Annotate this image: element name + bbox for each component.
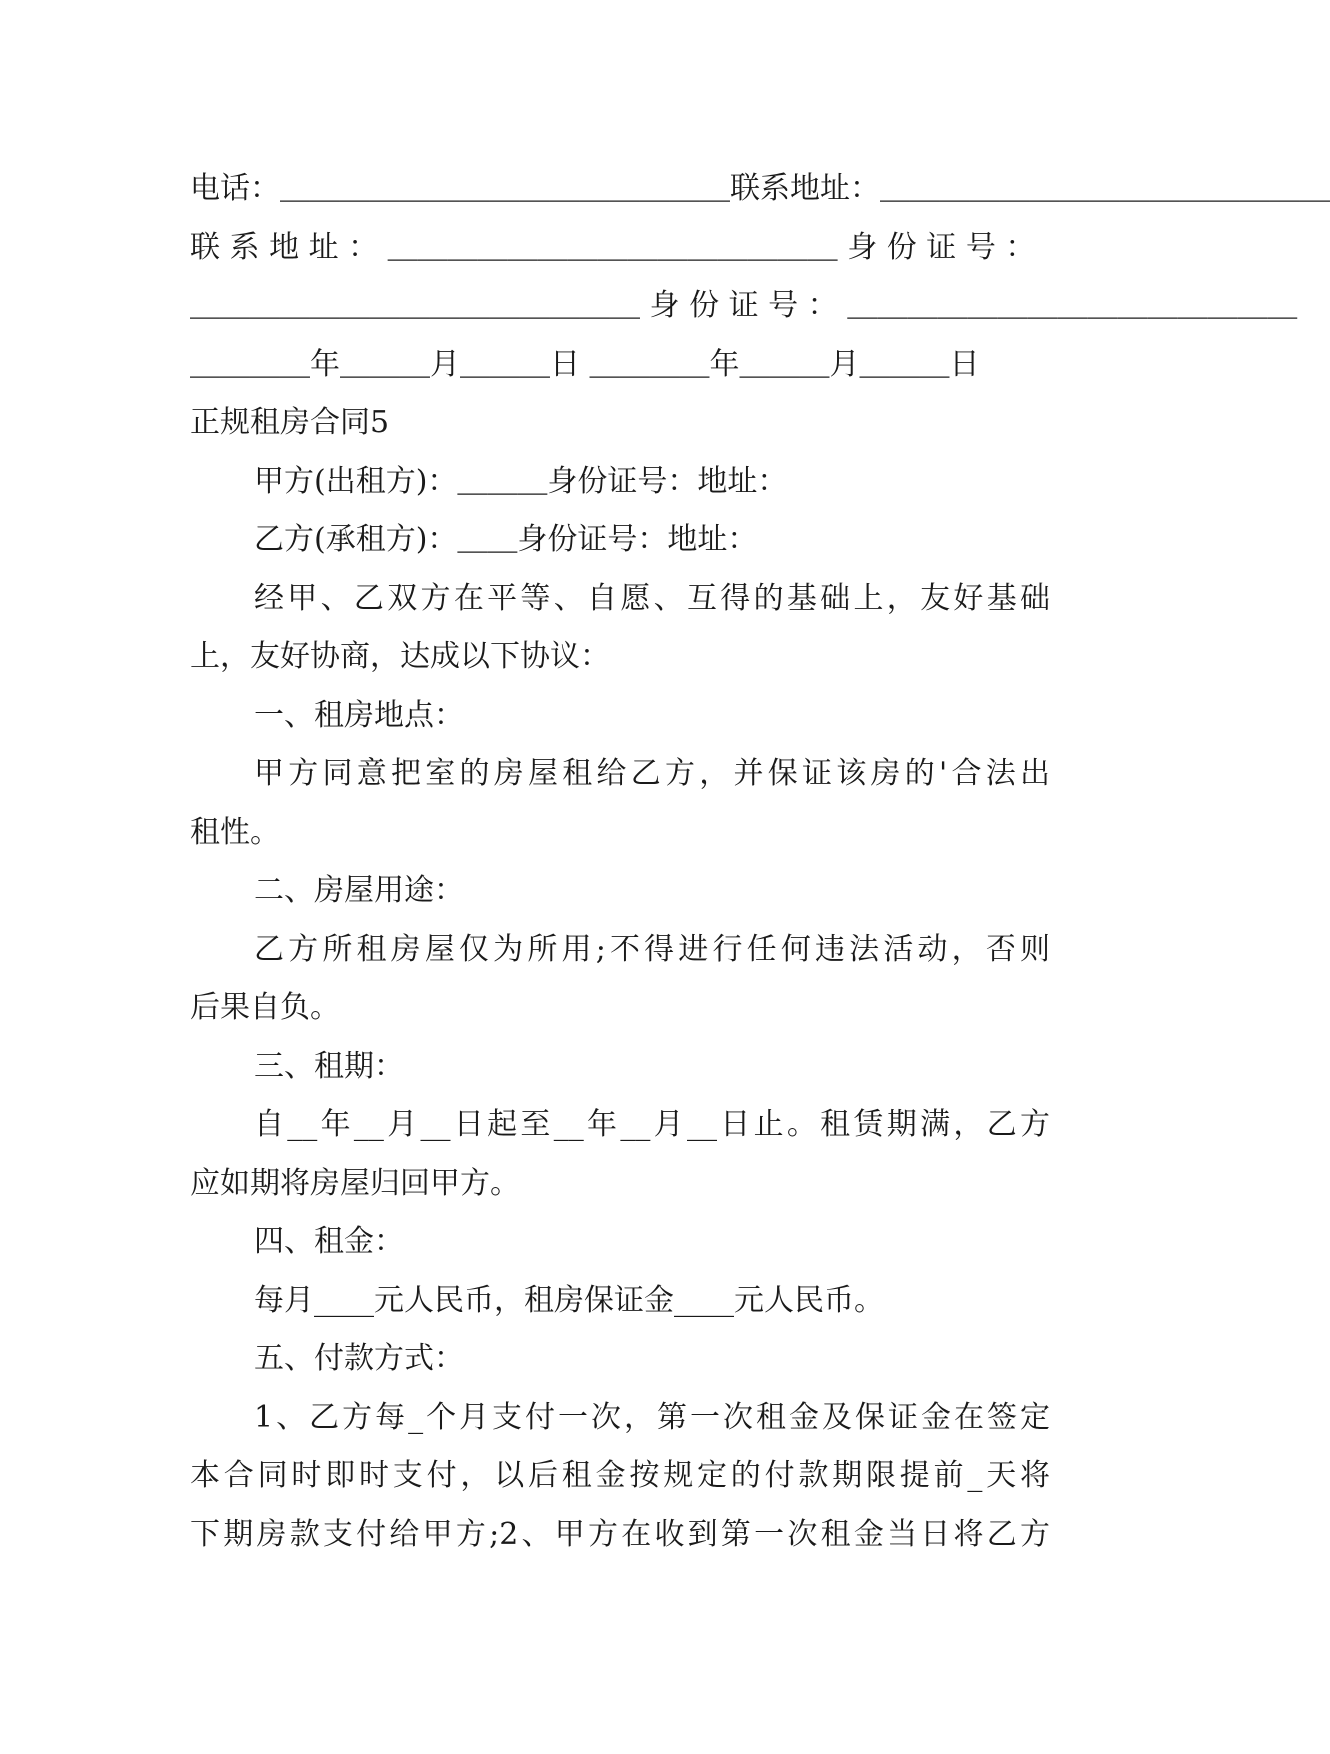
section-5-line-3: 下期房款支付给甲方;2、甲方在收到第一次租金当日将乙方 (190, 1516, 1050, 1552)
date-line: ＿＿＿＿年＿＿＿月＿＿＿日 ＿＿＿＿年＿＿＿月＿＿＿日 (190, 346, 980, 382)
section-2-heading: 二、房屋用途： (254, 873, 464, 908)
section-1-heading: 一、租房地点： (254, 697, 464, 733)
section-3-heading: 三、租期： (254, 1048, 404, 1084)
contract-title: 正规租房合同5 (190, 405, 390, 440)
document-body (190, 160, 1330, 1564)
section-1-line-1: 甲方同意把室的房屋租给乙方，并保证该房的'合法出 (254, 756, 1050, 791)
preamble-line-2: 上，友好协商，达成以下协议： (190, 639, 610, 674)
id-number-line: ＿＿＿＿＿＿＿＿＿＿＿＿＿＿＿ 身 份 证 号 ： ＿＿＿＿＿＿＿＿＿＿＿＿＿＿＿ (190, 288, 1298, 323)
section-5-heading: 五、付款方式： (254, 1341, 464, 1376)
section-5-line-2: 本合同时即时支付，以后租金按规定的付款期限提前_天将 (190, 1458, 1050, 1493)
section-3-line-2: 应如期将房屋归回甲方。 (190, 1165, 520, 1201)
section-1-line-2: 租性。 (190, 814, 280, 850)
contact-address-id-line: 联 系 地 址 ： ＿＿＿＿＿＿＿＿＿＿＿＿＿＿＿ 身 份 证 号 ： (190, 229, 1036, 265)
party-a-line: 甲方(出租方)：＿＿＿身份证号：地址： (254, 463, 788, 499)
contact-phone-address-line: 电话：＿＿＿＿＿＿＿＿＿＿＿＿＿＿＿联系地址：＿＿＿＿＿＿＿＿＿＿＿＿＿＿＿ (190, 171, 1330, 206)
section-5-line-1: 1、乙方每_个月支付一次，第一次租金及保证金在签定 (254, 1399, 1050, 1435)
section-4-heading: 四、租金： (254, 1224, 404, 1259)
section-4-line-1: 每月____元人民币，租房保证金____元人民币。 (254, 1282, 884, 1318)
preamble-line-1: 经甲、乙双方在平等、自愿、互得的基础上，友好基础 (254, 580, 1050, 616)
section-2-line-1: 乙方所租房屋仅为所用;不得进行任何违法活动，否则 (254, 931, 1050, 967)
section-2-line-2: 后果自负。 (190, 990, 340, 1025)
section-3-line-1: 自__年__月__日起至__年__月__日止。租赁期满，乙方 (254, 1107, 1050, 1142)
party-b-line: 乙方(承租方)：＿＿身份证号：地址： (254, 522, 758, 557)
